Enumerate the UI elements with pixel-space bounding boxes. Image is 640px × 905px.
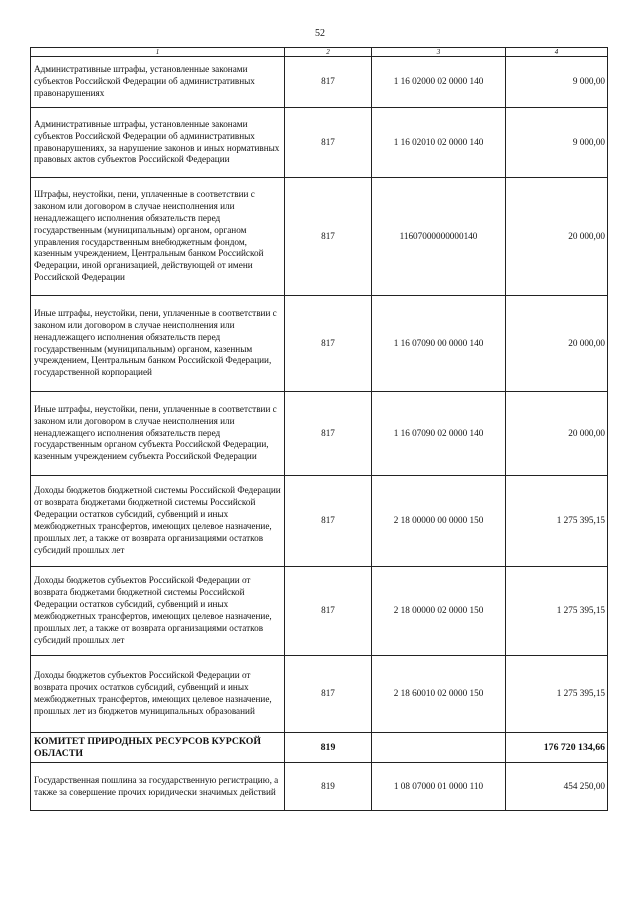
row-amount: 1 275 395,15 [506, 656, 608, 733]
row-budget-code: 2 18 60010 02 0000 150 [372, 656, 506, 733]
row-amount: 1 275 395,15 [506, 476, 608, 567]
row-admin-code: 819 [285, 763, 372, 811]
row-admin-code: 817 [285, 476, 372, 567]
row-admin-code: 817 [285, 296, 372, 392]
revenue-table [30, 47, 608, 811]
row-name: Иные штрафы, неустойки, пени, уплаченные в соответствии с законом или договором в случае неисполнения или ненадлежащего исполнения обязательств перед государственным органом субъекта Российской Федерации, казенным учреждением субъекта Российской Федерации [31, 392, 285, 476]
section-amount: 176 720 134,66 [506, 733, 608, 763]
column-number-row [31, 48, 608, 57]
row-budget-code: 11607000000000140 [372, 178, 506, 296]
row-name: Государственная пошлина за государственную регистрацию, а также за совершение прочих юридически значимых действий [31, 763, 285, 811]
section-header-row [31, 733, 608, 763]
row-amount: 9 000,00 [506, 57, 608, 108]
row-admin-code: 817 [285, 392, 372, 476]
table-row [31, 763, 608, 811]
table-row [31, 57, 608, 108]
row-budget-code: 1 16 07090 02 0000 140 [372, 392, 506, 476]
table-row [31, 656, 608, 733]
section-budget-code [372, 733, 506, 763]
row-amount: 454 250,00 [506, 763, 608, 811]
row-amount: 9 000,00 [506, 108, 608, 178]
row-name: Иные штрафы, неустойки, пени, уплаченные в соответствии с законом или договором в случае неисполнения или ненадлежащего исполнения обязательств перед государственным (муниципальным) органом, казенным учреждением, Центральным банком Российской Федерации, государственной корпорацией [31, 296, 285, 392]
row-budget-code: 1 16 02000 02 0000 140 [372, 57, 506, 108]
row-admin-code: 817 [285, 178, 372, 296]
row-admin-code: 817 [285, 57, 372, 108]
row-name: Доходы бюджетов бюджетной системы Российской Федерации от возврата бюджетами бюджетной системы Российской Федерации остатков субсидий, субвенций и иных межбюджетных трансфертов, имеющих целевое назначение, прошлых лет, а также от возврата организациями остатков субсидий прошлых лет [31, 476, 285, 567]
column-header-4: 4 [506, 48, 608, 57]
row-budget-code: 1 08 07000 01 0000 110 [372, 763, 506, 811]
section-name: КОМИТЕТ ПРИРОДНЫХ РЕСУРСОВ КУРСКОЙ ОБЛАСТИ [31, 733, 285, 763]
row-amount: 20 000,00 [506, 296, 608, 392]
row-name: Административные штрафы, установленные законами субъектов Российской Федерации об административных правонарушениях [31, 57, 285, 108]
row-budget-code: 2 18 00000 02 0000 150 [372, 567, 506, 656]
table-row [31, 108, 608, 178]
row-budget-code: 1 16 07090 00 0000 140 [372, 296, 506, 392]
row-budget-code: 1 16 02010 02 0000 140 [372, 108, 506, 178]
column-header-2: 2 [285, 48, 372, 57]
page-number: 52 [315, 28, 325, 39]
row-amount: 20 000,00 [506, 392, 608, 476]
row-admin-code: 817 [285, 656, 372, 733]
table-row [31, 178, 608, 296]
row-name: Штрафы, неустойки, пени, уплаченные в соответствии с законом или договором в случае неисполнения или ненадлежащего исполнения обязательств перед государственным (муниципальным) органом, органом управления государственным внебюджетным фондом, казенным учреждением, Центральным банком Российской Федерации, иной организацией, действующей от имени Российской Федерации [31, 178, 285, 296]
section-admin-code: 819 [285, 733, 372, 763]
row-admin-code: 817 [285, 567, 372, 656]
column-header-1: 1 [31, 48, 285, 57]
row-admin-code: 817 [285, 108, 372, 178]
table-row [31, 296, 608, 392]
row-name: Доходы бюджетов субъектов Российской Федерации от возврата прочих остатков субсидий, субвенций и иных межбюджетных трансфертов, имеющих целевое назначение, прошлых лет из бюджетов муниципальных образований [31, 656, 285, 733]
row-amount: 20 000,00 [506, 178, 608, 296]
table-row [31, 567, 608, 656]
column-header-3: 3 [372, 48, 506, 57]
row-name: Доходы бюджетов субъектов Российской Федерации от возврата бюджетами бюджетной системы Российской Федерации остатков субсидий, субвенций и иных межбюджетных трансфертов, имеющих целевое назначение, прошлых лет, а также от возврата организациями остатков субсидий прошлых лет [31, 567, 285, 656]
row-budget-code: 2 18 00000 00 0000 150 [372, 476, 506, 567]
row-name: Административные штрафы, установленные законами субъектов Российской Федерации об административных правонарушениях, за нарушение законов и иных нормативных правовых актов субъектов Российской Федерации [31, 108, 285, 178]
table-row [31, 392, 608, 476]
row-amount: 1 275 395,15 [506, 567, 608, 656]
table-row [31, 476, 608, 567]
